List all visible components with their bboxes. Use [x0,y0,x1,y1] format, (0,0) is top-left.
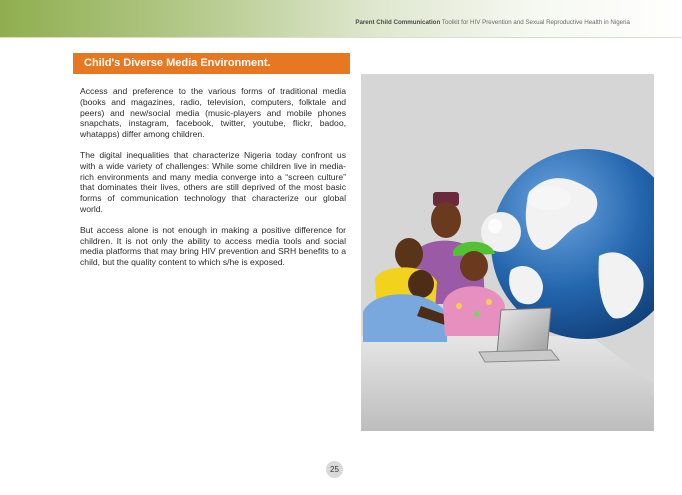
family-globe-illustration [361,74,654,431]
running-header-subtitle: Toolkit for HIV Prevention and Sexual Reproductive Health in Nigeria [441,19,630,26]
paragraph-1: Access and preference to the various forms of traditional media (books and magazines, radio, television, computers, folktale and peers) and new/social media (music-players and mobile phones snapchats, instagram, facebook, twitter, youtube, flickr, badoo, whatapps) differ among children. [80,86,346,140]
paragraph-2: The digital inequalities that characterize Nigeria today confront us with a wide variety of challenges: While some children live in media-rich environments and many media converge into a “screen culture” that dominates their lives, others are still deprived of the most basic forms of communication technology that characterize our global world. [80,149,346,214]
section-heading: Child's Diverse Media Environment. [73,53,350,74]
paragraph-3: But access alone is not enough in making a positive difference for children. It is not only the ability to access media tools and social media platforms that may bring HIV prevention and SRH benefits to a child, but the quality content to which s/he is exposed. [80,224,346,268]
body-text [80,86,346,278]
page-number: 25 [326,461,343,478]
running-header-title: Parent Child Communication [355,19,441,26]
illustration-svg [361,74,654,431]
header-band [0,0,682,38]
running-header [355,19,630,26]
